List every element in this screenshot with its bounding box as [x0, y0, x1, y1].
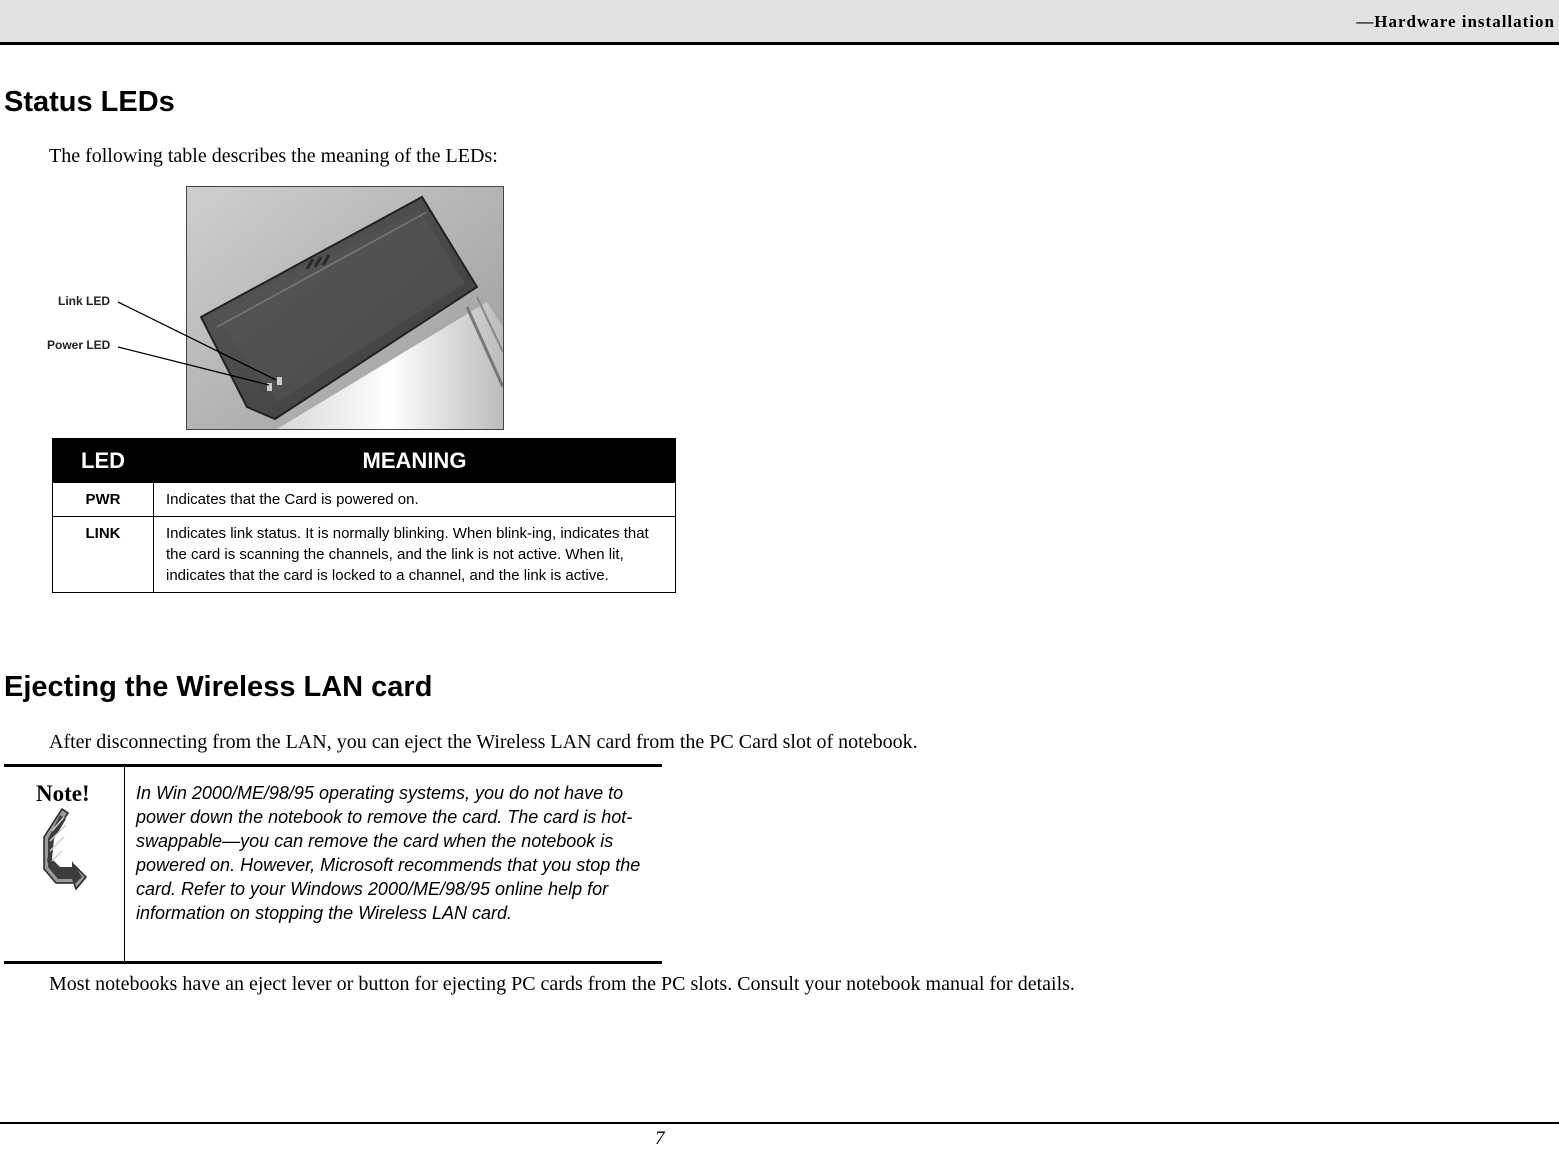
- page-number: 7: [655, 1128, 665, 1149]
- section-heading-ejecting: Ejecting the Wireless LAN card: [4, 671, 433, 703]
- table-row: [53, 517, 676, 593]
- eject-intro-text: After disconnecting from the LAN, you can eject the Wireless LAN card from the PC Card slot of notebook.: [49, 731, 918, 753]
- table-row: [53, 483, 676, 517]
- note-text: In Win 2000/ME/98/95 operating systems, you do not have to power down the notebook to remove the card. The card is hot-swappable—you can remove the card when the notebook is powered on. However, Microsoft recommends that you stop the card. Refer to your Windows 2000/ME/98/95 online help for information on stopping the Wireless LAN card.: [136, 783, 641, 923]
- callout-link-led: Link LED: [58, 294, 111, 308]
- led-meaning-cell: Indicates that the Card is powered on.: [154, 483, 676, 517]
- column-header-led: LED: [53, 439, 154, 483]
- callout-power-led: Power LED: [47, 338, 111, 352]
- footer-rule: [0, 1122, 1559, 1124]
- column-header-meaning: MEANING: [154, 439, 676, 483]
- led-name-cell: PWR: [53, 483, 154, 517]
- note-box: [4, 764, 662, 964]
- callout-leader-lines: [40, 186, 340, 432]
- pointing-hand-icon: [42, 807, 88, 891]
- table-header-row: [53, 439, 676, 483]
- led-name-cell: LINK: [53, 517, 154, 593]
- page-header: [0, 0, 1559, 45]
- led-meaning-cell: Indicates link status. It is normally blinking. When blink-ing, indicates that the card is scanning the channels, and the link is not active. When lit, indicates that the card is locked to a channel, and the link is active.: [154, 517, 676, 593]
- pc-card-led-figure: [40, 186, 510, 432]
- eject-closing-text: Most notebooks have an eject lever or button for ejecting PC cards from the PC slots. Consult your notebook manual for details.: [49, 973, 1075, 995]
- note-label-column: [4, 767, 125, 961]
- led-meaning-table: [52, 438, 676, 593]
- note-label: Note!: [36, 781, 90, 806]
- status-intro-text: The following table describes the meaning of the LEDs:: [49, 145, 498, 167]
- section-heading-status-leds: Status LEDs: [4, 86, 175, 118]
- header-title: —Hardware installation: [1356, 12, 1555, 31]
